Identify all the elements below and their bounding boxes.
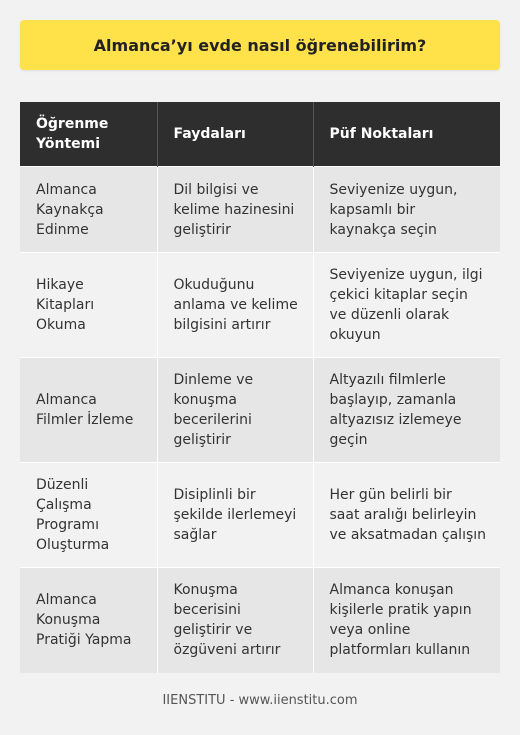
table-row: [20, 253, 500, 358]
header-method: Öğrenme Yöntemi: [20, 102, 157, 167]
cell-benefits: Disiplinli bir şekilde ilerlemeyi sağlar: [157, 463, 313, 568]
cell-tips: Seviyenize uygun, ilgi çekici kitaplar seçin ve düzenli olarak okuyun: [313, 253, 500, 358]
header-benefits: Faydaları: [157, 102, 313, 167]
methods-table: [20, 102, 500, 673]
title-banner: [20, 20, 500, 70]
cell-tips: Almanca konuşan kişilerle pratik yapın veya online platformları kullanın: [313, 568, 500, 673]
table-row: [20, 358, 500, 463]
table-header-row: [20, 102, 500, 167]
footer-credit: IIENSTITU - www.iienstitu.com: [162, 693, 358, 708]
cell-tips: Altyazılı filmlerle başlayıp, zamanla altyazısız izlemeye geçin: [313, 358, 500, 463]
cell-method: Almanca Filmler İzleme: [20, 358, 157, 463]
header-tips: Püf Noktaları: [313, 102, 500, 167]
cell-method: Düzenli Çalışma Programı Oluşturma: [20, 463, 157, 568]
cell-method: Almanca Konuşma Pratiği Yapma: [20, 568, 157, 673]
cell-tips: Her gün belirli bir saat aralığı belirleyin ve aksatmadan çalışın: [313, 463, 500, 568]
cell-benefits: Dil bilgisi ve kelime hazinesini geliştirir: [157, 167, 313, 253]
cell-benefits: Dinleme ve konuşma becerilerini geliştirir: [157, 358, 313, 463]
cell-method: Almanca Kaynakça Edinme: [20, 167, 157, 253]
cell-tips: Seviyenize uygun, kapsamlı bir kaynakça seçin: [313, 167, 500, 253]
table-row: [20, 463, 500, 568]
page-title: Almanca’yı evde nasıl öğrenebilirim?: [93, 35, 427, 55]
cell-benefits: Konuşma becerisini geliştirir ve özgüveni artırır: [157, 568, 313, 673]
cell-method: Hikaye Kitapları Okuma: [20, 253, 157, 358]
table-row: [20, 568, 500, 673]
table-row: [20, 167, 500, 253]
cell-benefits: Okuduğunu anlama ve kelime bilgisini artırır: [157, 253, 313, 358]
